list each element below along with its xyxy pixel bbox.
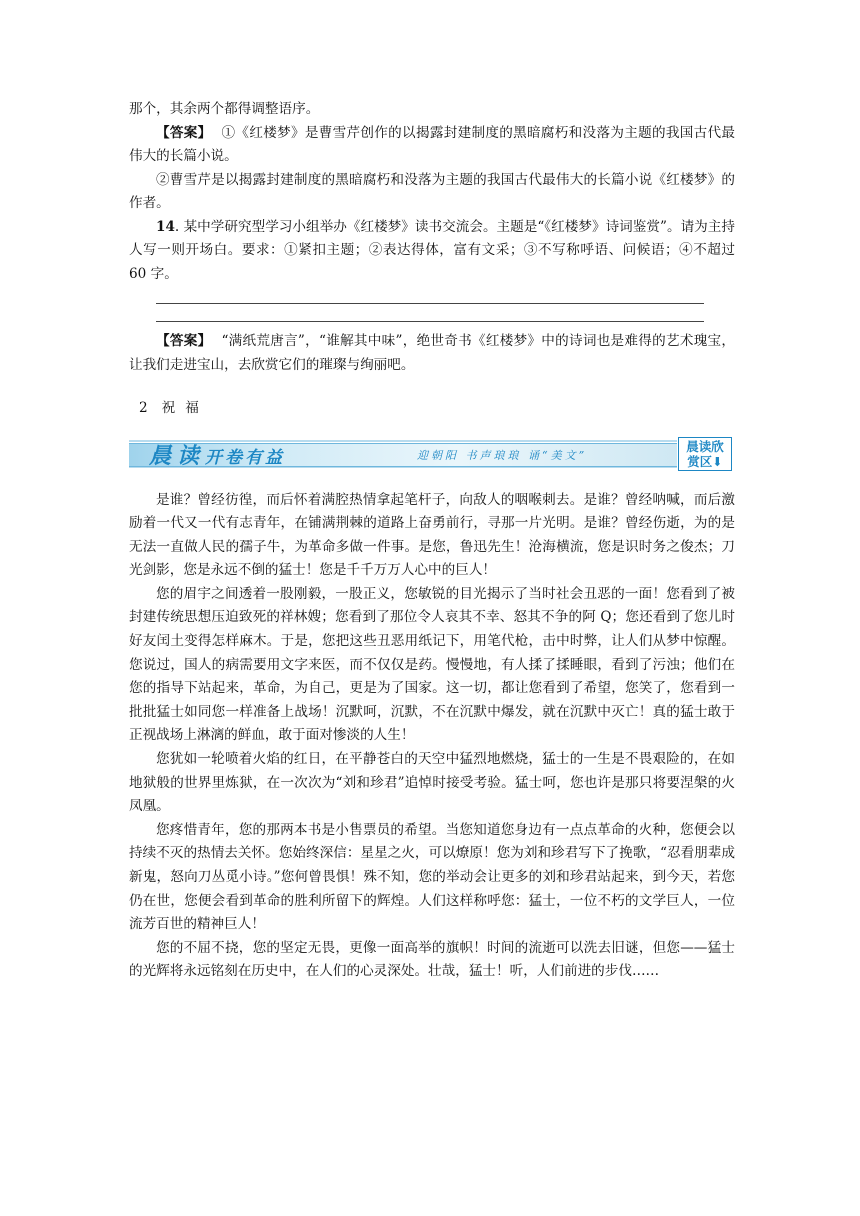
essay [129,489,735,984]
banner-box-line2: 赏区⬇ [687,453,723,469]
top-fragment: 那个，其余两个都得调整语序。 [129,101,320,117]
answer-tag: 【答案】 [156,333,212,349]
q14-number: 14 [156,218,175,235]
q13-answer-1 [129,122,735,169]
banner-title-big: 晨读 [149,442,206,469]
q14-question [129,216,735,287]
answer-tag: 【答案】 [156,124,212,141]
section-heading [139,397,735,421]
answer-blank-line [156,303,704,304]
arrow-down-icon: ⬇ [712,453,723,469]
essay-paragraph: 您疼惜青年，您的那两本书是小售票员的希望。当您知道您身边有一点点革命的火种，您便会以持续不灭的热情去关怀。您始终深信：星星之火，可以燎原！您为刘和珍君写下了挽歌，“忍看朋辈成新鬼，怒向刀丛觅小诗。”您何曾畏惧！殊不知，您的举动会让更多的刘和珍君站起来，到今天，若您仍在世，您便会看到革命的胜利所留下的辉煌。人们这样称呼您：猛士，一位不朽的文学巨人，一位流芳百世的精神巨人！ [129,821,735,933]
essay-paragraph: 您犹如一轮喷着火焰的红日，在平静苍白的天空中猛烈地燃烧，猛士的一生是不畏艰险的，在如地狱般的世界里炼狱，在一次次为“刘和珍君”追悼时接受考验。猛士呵，您也许是那只将要涅槃的火凤凰。 [129,751,735,815]
banner-subtitle: 迎朝阳 书声琅琅 诵“美文” [417,448,588,462]
banner-title [149,439,285,470]
essay-paragraph: 您的眉宇之间透着一股刚毅，一股正义，您敏锐的目光揭示了当时社会丑恶的一面！您看到了被封建传统思想压迫致死的祥林嫂；您看到了那位令人哀其不幸、怒其不争的阿 Q；您还看到了您儿时好友闰土变得怎样麻木。于是，您把这些丑恶用纸记下，用笔代枪，击中时弊，让人们从梦中惊醒。您说过，国人的病需要用文字来医，而不仅仅是药。慢慢地，有人揉了揉睡眼，看到了污浊；他们在您的指导下站起来，革命，为自己，更是为了国家。这一切，都让您看到了希望，您笑了，您看到一批批猛士如同您一样准备上战场！沉默呵，沉默，不在沉默中爆发，就在沉默中灭亡！真的猛士敢于正视战场上淋漓的鲜血，敢于面对惨淡的人生！ [129,585,735,744]
q14-answer [129,330,735,377]
section-number: 2 [139,400,150,416]
morning-reading-banner [129,437,735,471]
q13-answer-2: ②曹雪芹是以揭露封建制度的黑暗腐朽和没落为主题的我国古代最伟大的长篇小说《红楼梦》的作者。 [129,171,735,211]
banner-title-small: 开卷有益 [205,447,286,468]
section-title: 祝福 [161,400,209,416]
q14-answer-text: “满纸荒唐言”，“谁解其中味”，绝世奇书《红楼梦》中的诗词也是难得的艺术瑰宝，让我们走进宝山，去欣赏它们的璀璨与绚丽吧。 [129,333,736,373]
document-page [129,98,735,984]
banner-box-line1: 晨读欣 [686,438,724,454]
banner-label-box [678,437,732,471]
essay-paragraph: 是谁？曾经彷徨，而后怀着满腔热情拿起笔杆子，向敌人的咽喉刺去。是谁？曾经呐喊，而后激励着一代又一代有志青年，在铺满荆棘的道路上奋勇前行，寻那一片光明。是谁？曾经伤逝，为的是无法一直做人民的孺子牛，为革命多做一件事。是您，鲁迅先生！沧海横流，您是识时务之俊杰；刀光剑影，您是永远不倒的猛士！您是千千万万人心中的巨人！ [129,491,735,579]
answer-blank-line [156,321,704,322]
essay-paragraph: 您的不屈不挠，您的坚定无畏，更像一面高举的旗帜！时间的流逝可以洗去旧谜，但您——猛士的光辉将永远铭刻在历史中，在人们的心灵深处。壮哉，猛士！听，人们前进的步伐…… [129,939,735,980]
q14-question-text: . 某中学研究型学习小组举办《红楼梦》读书交流会。主题是“《红楼梦》诗词鉴赏”。请为主持人写一则开场白。要求：①紧扣主题；②表达得体，富有文采；③不写称呼语、问候语；④不超过 60 字。 [129,218,735,282]
q13-answer-1-text: ①《红楼梦》是曹雪芹创作的以揭露封建制度的黑暗腐朽和没落为主题的我国古代最伟大的长篇小说。 [129,124,736,164]
